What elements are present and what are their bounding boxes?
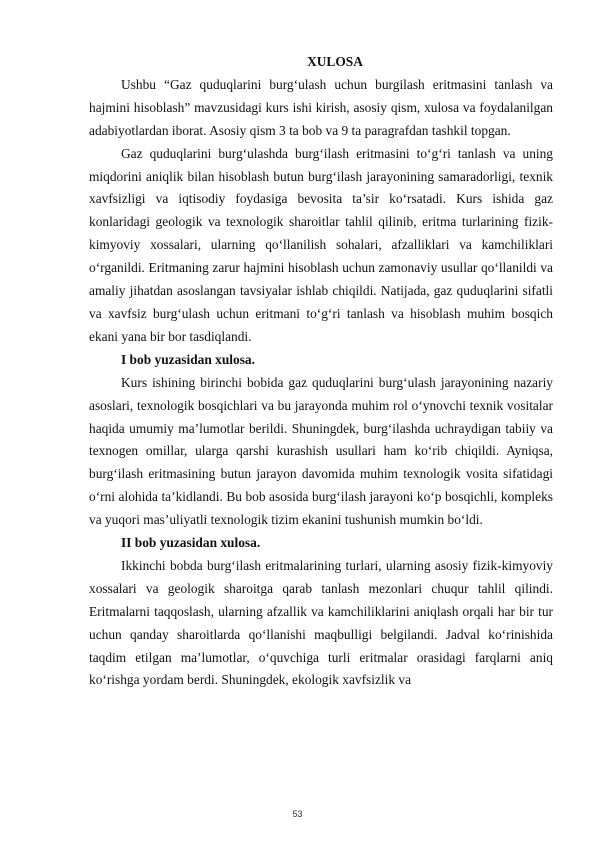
- section-2-heading: II bob yuzasidan xulosa.: [121, 535, 261, 551]
- intro-paragraph-1: Ushbu “Gaz quduqlarini burg‘ulash uchun burgilash eritmasini tanlash va hajmini hisoblash” mavzusidagi kurs ishi kirish, asosiy qism, xulosa va foydalanilgan adabiyotlardan iborat. Asosiy qism 3 ta bob va 9 ta paragrafdan tashkil topgan.: [89, 76, 553, 138]
- section-1-paragraph: Kurs ishining birinchi bobida gaz quduqlarini burg‘ulash jarayonining nazariy asoslari, texnologik bosqichlari va bu jarayonda muhim rol o‘ynovchi texnik vositalar haqida umumiy ma’lumotlar berildi. Shuningdek, burg‘ilashda uchraydigan tabiiy va texnogen omillar, ularga qarshi kurashish usullari ham ko‘rib chiqildi. Ayniqsa, burg‘ilash eritmasining butun jarayon davomida muhim texnologik vosita sifatidagi o‘rni alohida ta’kidlandi. Bu bob asosida burg‘ilash jarayoni ko‘p bosqichli, kompleks va yuqori mas’uliyatli texnologik tizim ekanini tushunish mumkin bo‘ldi.: [89, 374, 553, 528]
- page-title: XULOSA: [307, 54, 363, 69]
- page-content: [89, 51, 553, 692]
- page-number: 53: [292, 809, 303, 819]
- intro-paragraph-2: Gaz quduqlarini burg‘ulashda burg‘ilash eritmasini to‘g‘ri tanlash va uning miqdorini aniqlik bilan hisoblash butun burg‘ilash jarayonining samaradorligi, texnik xavfsizligi va iqtisodiy foydasiga bevosita ta’sir ko‘rsatadi. Kurs ishida gaz konlaridagi geologik va texnologik sharoitlar tahlil qilinib, eritma turlarining fizik-kimyoviy xossalari, ularning qo‘llanilish sohalari, afzalliklari va kamchiliklari o‘rganildi. Eritmaning zarur hajmini hisoblash uchun zamonaviy usullar qo‘llanildi va amaliy jihatdan asoslangan tavsiyalar ishlab chiqildi. Natijada, gaz quduqlarini sifatli va xavfsiz burg‘ulash uchun eritmani to‘g‘ri tanlash va hisoblash muhim bosqich ekani yana bir bor tasdiqlandi.: [89, 145, 553, 344]
- section-1-heading: I bob yuzasidan xulosa.: [121, 351, 255, 367]
- section-2-paragraph: Ikkinchi bobda burg‘ilash eritmalarining turlari, ularning asosiy fizik-kimyoviy xossalari va geologik sharoitga qarab tanlash mezonlari chuqur tahlil qilindi. Eritmalarni taqqoslash, ularning afzallik va kamchiliklarini aniqlash orqali har bir tur uchun qanday sharoitlarda qo‘llanishi maqbulligi belgilandi. Jadval ko‘rinishida taqdim etilgan ma’lumotlar, o‘quvchiga turli eritmalar orasidagi farqlarni aniq ko‘rishga yordam berdi. Shuningdek, ekologik xavfsizlik va: [89, 557, 553, 688]
